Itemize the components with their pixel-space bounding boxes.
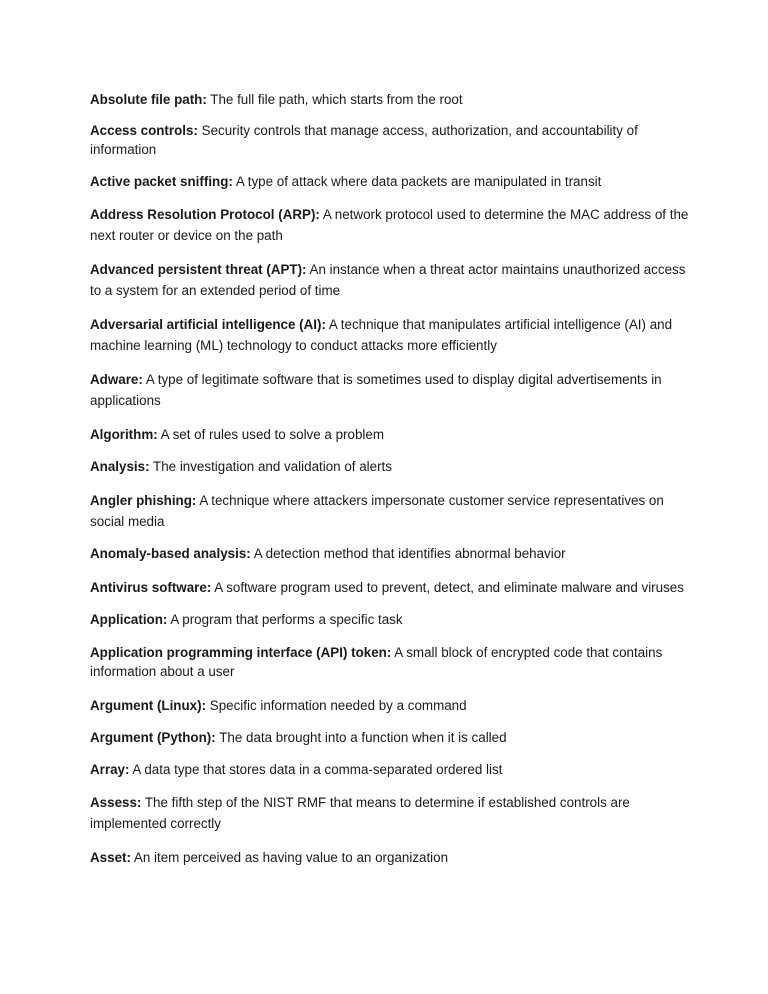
- glossary-term: Adversarial artificial intelligence (AI):: [90, 317, 326, 332]
- glossary-term: Anomaly-based analysis:: [90, 546, 251, 561]
- glossary-term: Access controls:: [90, 123, 198, 138]
- glossary-entry: [90, 543, 690, 564]
- glossary-page: [90, 89, 690, 868]
- glossary-entry: [90, 490, 690, 532]
- glossary-entry: [90, 121, 690, 159]
- glossary-term: Application:: [90, 612, 168, 627]
- glossary-definition: Security controls that manage access, authorization, and accountability of information: [90, 123, 638, 157]
- glossary-entry: [90, 577, 690, 598]
- glossary-term: Argument (Linux):: [90, 698, 207, 713]
- glossary-definition: A set of rules used to solve a problem: [157, 427, 384, 442]
- glossary-definition: A program that performs a specific task: [167, 612, 403, 627]
- glossary-entry: [90, 314, 690, 356]
- glossary-definition: An item perceived as having value to an organization: [130, 850, 449, 865]
- glossary-definition: A software program used to prevent, detect, and eliminate malware and viruses: [211, 580, 684, 595]
- glossary-definition: A network protocol used to determine the MAC address of the next router or device on the path: [90, 207, 689, 243]
- glossary-term: Advanced persistent threat (APT):: [90, 262, 307, 277]
- glossary-definition: A small block of encrypted code that contains information about a user: [90, 645, 663, 679]
- glossary-term: Angler phishing:: [90, 493, 197, 508]
- glossary-entry: [90, 759, 690, 780]
- glossary-definition: A detection method that identifies abnormal behavior: [250, 546, 566, 561]
- glossary-term: Address Resolution Protocol (ARP):: [90, 207, 320, 222]
- glossary-term: Application programming interface (API) token:: [90, 645, 392, 660]
- glossary-entry: [90, 609, 690, 630]
- glossary-term: Active packet sniffing:: [90, 174, 233, 189]
- glossary-term: Analysis:: [90, 459, 150, 474]
- glossary-definition: An instance when a threat actor maintains unauthorized access to a system for an extended period of time: [90, 262, 686, 298]
- glossary-entry: [90, 259, 690, 301]
- glossary-entry: [90, 204, 690, 246]
- glossary-definition: A type of legitimate software that is sometimes used to display digital advertisements in applications: [90, 372, 662, 408]
- glossary-term: Algorithm:: [90, 427, 158, 442]
- glossary-entry: [90, 456, 690, 477]
- glossary-entry: [90, 369, 690, 411]
- glossary-term: Absolute file path:: [90, 92, 207, 107]
- glossary-entry: [90, 847, 690, 868]
- glossary-entry: [90, 727, 690, 748]
- glossary-definition: A technique that manipulates artificial intelligence (AI) and machine learning (ML) technology to conduct attacks more efficiently: [90, 317, 673, 353]
- glossary-entry: [90, 171, 690, 192]
- glossary-entry: [90, 695, 690, 716]
- glossary-definition: The investigation and validation of alerts: [149, 459, 392, 474]
- glossary-definition: The data brought into a function when it is called: [215, 730, 507, 745]
- glossary-definition: A data type that stores data in a comma-separated ordered list: [129, 762, 503, 777]
- glossary-definition: A type of attack where data packets are manipulated in transit: [232, 174, 602, 189]
- glossary-entry: [90, 792, 690, 834]
- glossary-term: Assess:: [90, 795, 142, 810]
- glossary-term: Adware:: [90, 372, 143, 387]
- glossary-definition: The fifth step of the NIST RMF that means to determine if established controls are implemented correctly: [90, 795, 630, 831]
- glossary-definition: Specific information needed by a command: [206, 698, 467, 713]
- glossary-term: Asset:: [90, 850, 131, 865]
- glossary-entry: [90, 424, 690, 445]
- glossary-entry: [90, 89, 690, 110]
- glossary-term: Array:: [90, 762, 130, 777]
- glossary-definition: The full file path, which starts from the root: [206, 92, 463, 107]
- glossary-term: Argument (Python):: [90, 730, 216, 745]
- glossary-definition: A technique where attackers impersonate customer service representatives on social media: [90, 493, 664, 529]
- glossary-term: Antivirus software:: [90, 580, 212, 595]
- glossary-entry: [90, 643, 690, 681]
